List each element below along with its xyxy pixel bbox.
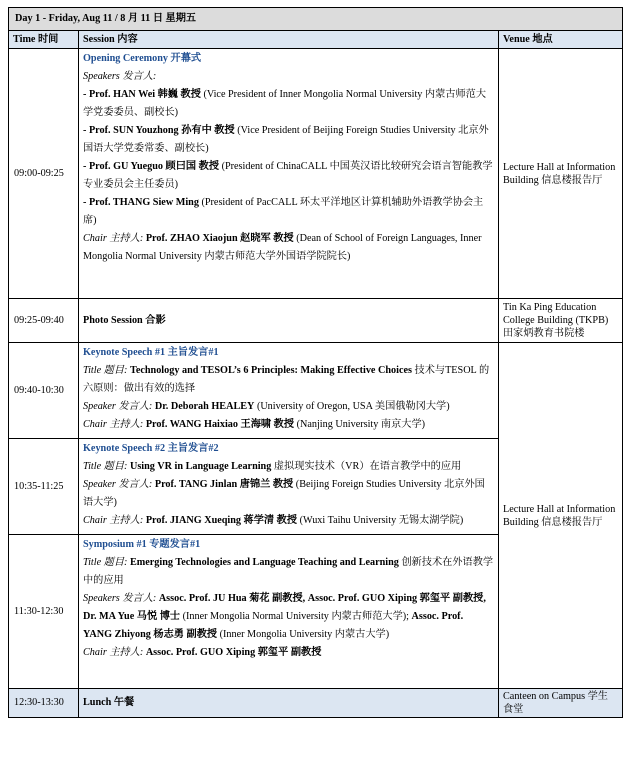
keynote2-topic [83,458,494,476]
keynote2-session [79,439,499,535]
speakers-label: Speakers 发言人: [83,593,157,604]
speaker-label: Speaker 发言人: [83,401,153,412]
speaker-name: - Prof. SUN Youzhong 孙有中 教授 [83,125,235,136]
speaker-entry [83,158,494,194]
symposium-topic [83,554,494,590]
speaker-desc: (President of ChinaCALL 中国英汉语比较研究会语言智能教学专业委员会主任委员) [83,161,493,190]
column-header-row [9,31,623,49]
symposium-session [79,535,499,689]
title-text: Using VR in Language Learning [127,461,272,472]
chair-name: Assoc. Prof. GUO Xiping 郭玺平 副教授 [143,647,322,658]
speaker-name: Dr. Deborah HEALEY [152,401,255,412]
title-cn: 虚拟现实技术（VR）在语言教学中的应用 [271,461,462,472]
opening-title: Opening Ceremony 开幕式 [83,53,202,64]
photo-time: 09:25-09:40 [9,299,79,343]
speaker-desc: (Inner Mongolia Normal University 内蒙古师范大学); [180,611,409,622]
keynote2-title: Keynote Speech #2 主旨发言#2 [83,443,219,454]
keynote2-chair [83,512,494,530]
speaker-name: Assoc. Prof. YANG Zhiyong 杨志勇 副教授 [83,611,464,640]
title-cn: 技术与TESOL 的六原则：做出有效的选择 [83,365,490,394]
speaker-desc: (Vice President of Beijing Foreign Studies University 北京外国语大学党委常委、副校长) [83,125,489,154]
chair-desc: (Wuxi Taihu University 无锡太湖学院) [297,515,464,526]
chair-name: Prof. ZHAO Xiaojun 赵晓军 教授 [143,233,294,244]
keynote-venue: Lecture Hall at Information Building 信息楼报告厅 [499,343,623,689]
chair-desc: (Nanjing University 南京大学) [294,419,426,430]
keynote1-time: 09:40-10:30 [9,343,79,439]
lunch-time: 12:30-13:30 [9,689,79,718]
symposium-chair [83,644,494,662]
photo-title: Photo Session 合影 [79,299,499,343]
opening-speakers-label: Speakers 发言人: [83,71,157,82]
speaker-name: - Prof. THANG Siew Ming [83,197,199,208]
speaker-name: Assoc. Prof. GUO Xiping 郭玺平 副教授, [305,593,486,604]
chair-label: Chair 主持人: [83,419,144,430]
keynote1-chair [83,416,494,434]
day-header-row [9,8,623,31]
keynote1-title: Keynote Speech #1 主旨发言#1 [83,347,219,358]
chair-label: Chair 主持人: [83,647,144,658]
title-text: Emerging Technologies and Language Teaching and Learning [127,557,399,568]
speaker-name: Dr. MA Yue 马悦 博士 [83,611,181,622]
session-header: Session 内容 [79,31,499,49]
chair-label: Chair 主持人: [83,233,144,244]
speaker-desc: (University of Oregon, USA 美国俄勒冈大学) [254,401,450,412]
opening-row [9,49,623,299]
chair-desc: (Dean of School of Foreign Languages, Inner Mongolia Normal University 内蒙古师范大学外国语学院院长) [83,233,482,262]
keynote2-speaker [83,476,494,512]
lunch-row [9,689,623,718]
chair-name: Prof. JIANG Xueqing 蒋学清 教授 [143,515,298,526]
title-label: Title 题目: [83,557,128,568]
speaker-name: - Prof. GU Yueguo 顾曰国 教授 [83,161,220,172]
opening-time: 09:00-09:25 [9,49,79,299]
keynote1-row [9,343,623,439]
time-header: Time 时间 [9,31,79,49]
lunch-venue: Canteen on Campus 学生食堂 [499,689,623,718]
speaker-entry [83,194,494,230]
photo-row [9,299,623,343]
speaker-desc: (President of PacCALL 环太平洋地区计算机辅助外语教学协会主席) [83,197,484,226]
symposium-speakers [83,590,494,644]
title-cn: 创新技术在外语教学中的应用 [83,557,494,586]
speaker-name: Assoc. Prof. JU Hua 菊花 副教授, [156,593,306,604]
opening-session [79,49,499,299]
speaker-entry [83,122,494,158]
schedule-table [8,7,623,718]
speaker-desc: (Vice President of Inner Mongolia Normal University 内蒙古师范大学党委委员、副校长) [83,89,487,118]
title-label: Title 题目: [83,461,128,472]
speaker-desc: (Inner Mongolia University 内蒙古大学) [217,629,390,640]
title-label: Title 题目: [83,365,128,376]
opening-venue: Lecture Hall at Information Building 信息楼报告厅 [499,49,623,299]
keynote1-speaker [83,398,494,416]
day-title: Day 1 - Friday, Aug 11 / 8 月 11 日 星期五 [9,8,623,31]
opening-chair [83,230,494,266]
speaker-name: Prof. TANG Jinlan 唐锦兰 教授 [152,479,294,490]
symposium-time: 11:30-12:30 [9,535,79,689]
title-text: Technology and TESOL’s 6 Principles: Making Effective Choices [127,365,412,376]
keynote1-topic [83,362,494,398]
speaker-label: Speaker 发言人: [83,479,153,490]
keynote2-time: 10:35-11:25 [9,439,79,535]
chair-label: Chair 主持人: [83,515,144,526]
symposium-title: Symposium #1 专题发言#1 [83,539,201,550]
keynote1-session [79,343,499,439]
chair-name: Prof. WANG Haixiao 王海啸 教授 [143,419,295,430]
speaker-desc: (Beijing Foreign Studies University 北京外国语大学) [83,479,485,508]
lunch-title: Lunch 午餐 [79,689,499,718]
venue-header: Venue 地点 [499,31,623,49]
speaker-name: - Prof. HAN Wei 韩巍 教授 [83,89,201,100]
speaker-entry [83,86,494,122]
photo-venue: Tin Ka Ping Education College Building (TKPB) 田家炳教育书院楼 [499,299,623,343]
